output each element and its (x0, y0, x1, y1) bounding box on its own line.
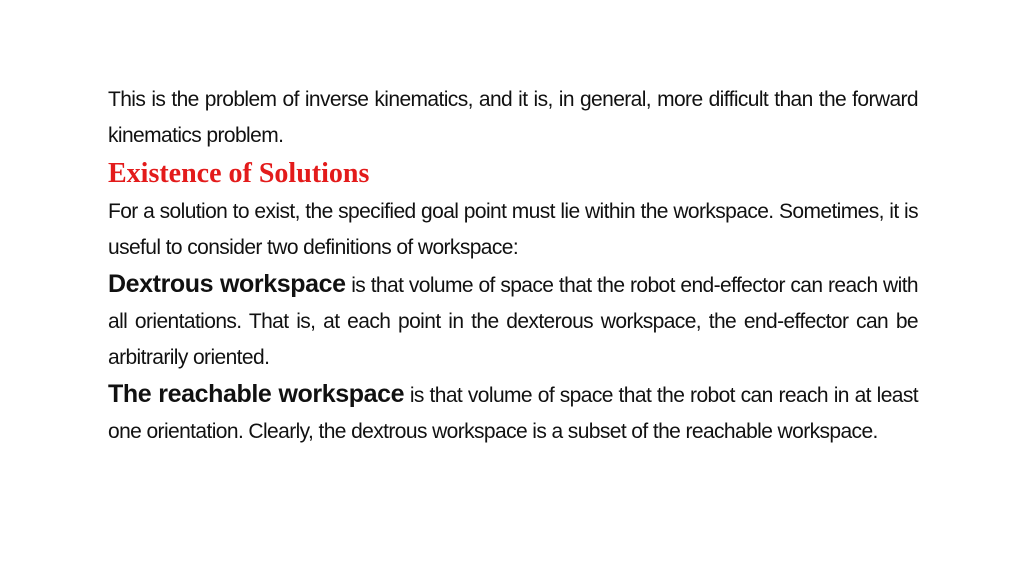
reachable-paragraph (108, 376, 918, 450)
dextrous-paragraph (108, 266, 918, 376)
existence-text: For a solution to exist, the specified goal point must lie within the workspace. Sometimes, it is useful to consider two definitions of workspace: (108, 200, 918, 259)
section-heading: Existence of Solutions (108, 158, 370, 189)
reachable-text: is that volume of space that the robot can reach in at least one orientation. Clearly, the dextrous workspace is a subset of the reachable workspace. (108, 384, 918, 443)
dextrous-text: is that volume of space that the robot end-effector can reach with all orientations. That is, at each point in the dexterous workspace, the end-effector can be arbitrarily oriented. (108, 274, 919, 369)
slide-content (108, 82, 918, 450)
dextrous-term: Dextrous workspace (108, 270, 346, 298)
reachable-term: The reachable workspace (108, 380, 405, 408)
intro-paragraph (108, 82, 918, 154)
intro-text: This is the problem of inverse kinematics, and it is, in general, more difficult than the forward kinematics problem. (108, 88, 918, 147)
existence-paragraph (108, 194, 918, 266)
